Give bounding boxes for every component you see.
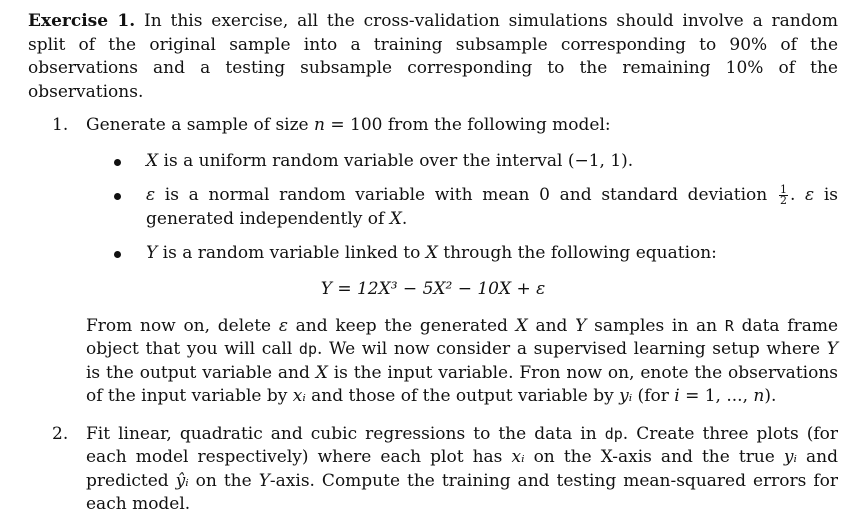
bullet-epsilon-normal	[86, 184, 838, 231]
code-R: R	[724, 316, 734, 335]
math-xi: xᵢ	[511, 447, 525, 467]
task1-text: Generate a sample of size	[86, 115, 315, 135]
fraction-denominator: 2	[779, 194, 787, 207]
math-Y: Y	[258, 470, 270, 491]
model-bullet-list	[86, 150, 838, 266]
bullet-y-equation	[86, 242, 838, 266]
math-i: i	[674, 386, 680, 406]
math-Y: Y	[826, 339, 838, 359]
exercise-intro	[28, 10, 838, 104]
math-X: X	[515, 315, 528, 336]
bullet-dot	[114, 159, 121, 166]
fraction-one-half	[779, 185, 788, 206]
bullet-text: .	[789, 185, 806, 205]
para-text: From now on, delete	[86, 315, 279, 336]
para-text: (for	[632, 386, 675, 406]
math-Y: Y	[575, 315, 587, 336]
math-X: X	[315, 362, 328, 383]
math-X: X	[389, 208, 402, 229]
bullet-dot	[114, 251, 121, 258]
task2-text: on the X-axis and the true	[524, 447, 784, 467]
math-yi: yᵢ	[619, 386, 633, 406]
para-text: ).	[764, 386, 777, 406]
task2-text: and predicted	[86, 447, 838, 491]
math-yi: yᵢ	[783, 447, 797, 467]
task2-text: . Create three plots (for each model respectively) where each plot has	[86, 423, 838, 467]
task-item-2	[28, 423, 838, 517]
model-equation: Y = 12X³ − 5X² − 10X + ε	[320, 278, 546, 299]
task-item-1	[28, 114, 838, 409]
math-n: n	[314, 115, 325, 135]
para-text: and those of the output variable by	[305, 386, 620, 406]
data-frame-paragraph	[86, 315, 838, 409]
exercise-label: Exercise 1.	[28, 11, 136, 31]
bullet-text: .	[401, 208, 408, 229]
bullet-text: is a uniform random variable over the interval (−1, 1).	[158, 150, 634, 171]
bullet-text: is a normal random variable with mean 0 and standard deviation	[155, 185, 777, 205]
bullet-dot	[114, 193, 121, 200]
task-number-2: 2.	[52, 423, 69, 444]
bullet-text: through the following equation:	[437, 243, 717, 263]
bullet-text: is generated independently of	[146, 185, 838, 229]
para-text: is the output variable and	[86, 362, 316, 383]
task1-text: = 100 from the following model:	[324, 115, 611, 135]
bullet-x-uniform	[86, 150, 838, 174]
math-yhat-i: ŷᵢ	[175, 470, 189, 491]
intro-text: In this exercise, all the cross-validation simulations should involve a random split of the original sample into a training subsample corresponding to 90% of the observations and a testing subsample corresponding to the remaining 10% of the observations.	[28, 11, 838, 102]
para-text: is the input variable. Fron now on, enote the observations of the input variable by	[86, 362, 838, 406]
para-text: and	[527, 315, 576, 336]
para-text: = 1, ...,	[679, 386, 754, 406]
para-text: . We wil now consider a supervised learning setup where	[316, 339, 827, 359]
task-number-1: 1.	[52, 115, 69, 135]
math-X: X	[146, 150, 159, 171]
code-dp: dp	[298, 340, 317, 358]
task2-text: on the	[188, 470, 259, 491]
task-list	[28, 114, 838, 517]
para-text: samples in an	[586, 315, 725, 336]
code-dp: dp	[604, 424, 623, 443]
math-n: n	[753, 386, 765, 406]
task2-text: Fit linear, quadratic and cubic regressions to the data in	[86, 423, 605, 444]
math-xi: xᵢ	[292, 386, 306, 406]
fraction-numerator: 1	[779, 183, 787, 196]
task2-text: -axis. Compute the training and testing mean-squared errors for each model.	[86, 470, 838, 514]
math-Y: Y	[146, 243, 158, 263]
math-X: X	[425, 243, 438, 263]
math-epsilon: ε	[146, 185, 156, 205]
para-text: data frame object that you will call	[86, 315, 839, 359]
math-epsilon: ε	[805, 185, 815, 205]
para-text: and keep the generated	[287, 315, 516, 336]
math-epsilon: ε	[278, 315, 288, 336]
bullet-text: is a random variable linked to	[157, 243, 426, 263]
